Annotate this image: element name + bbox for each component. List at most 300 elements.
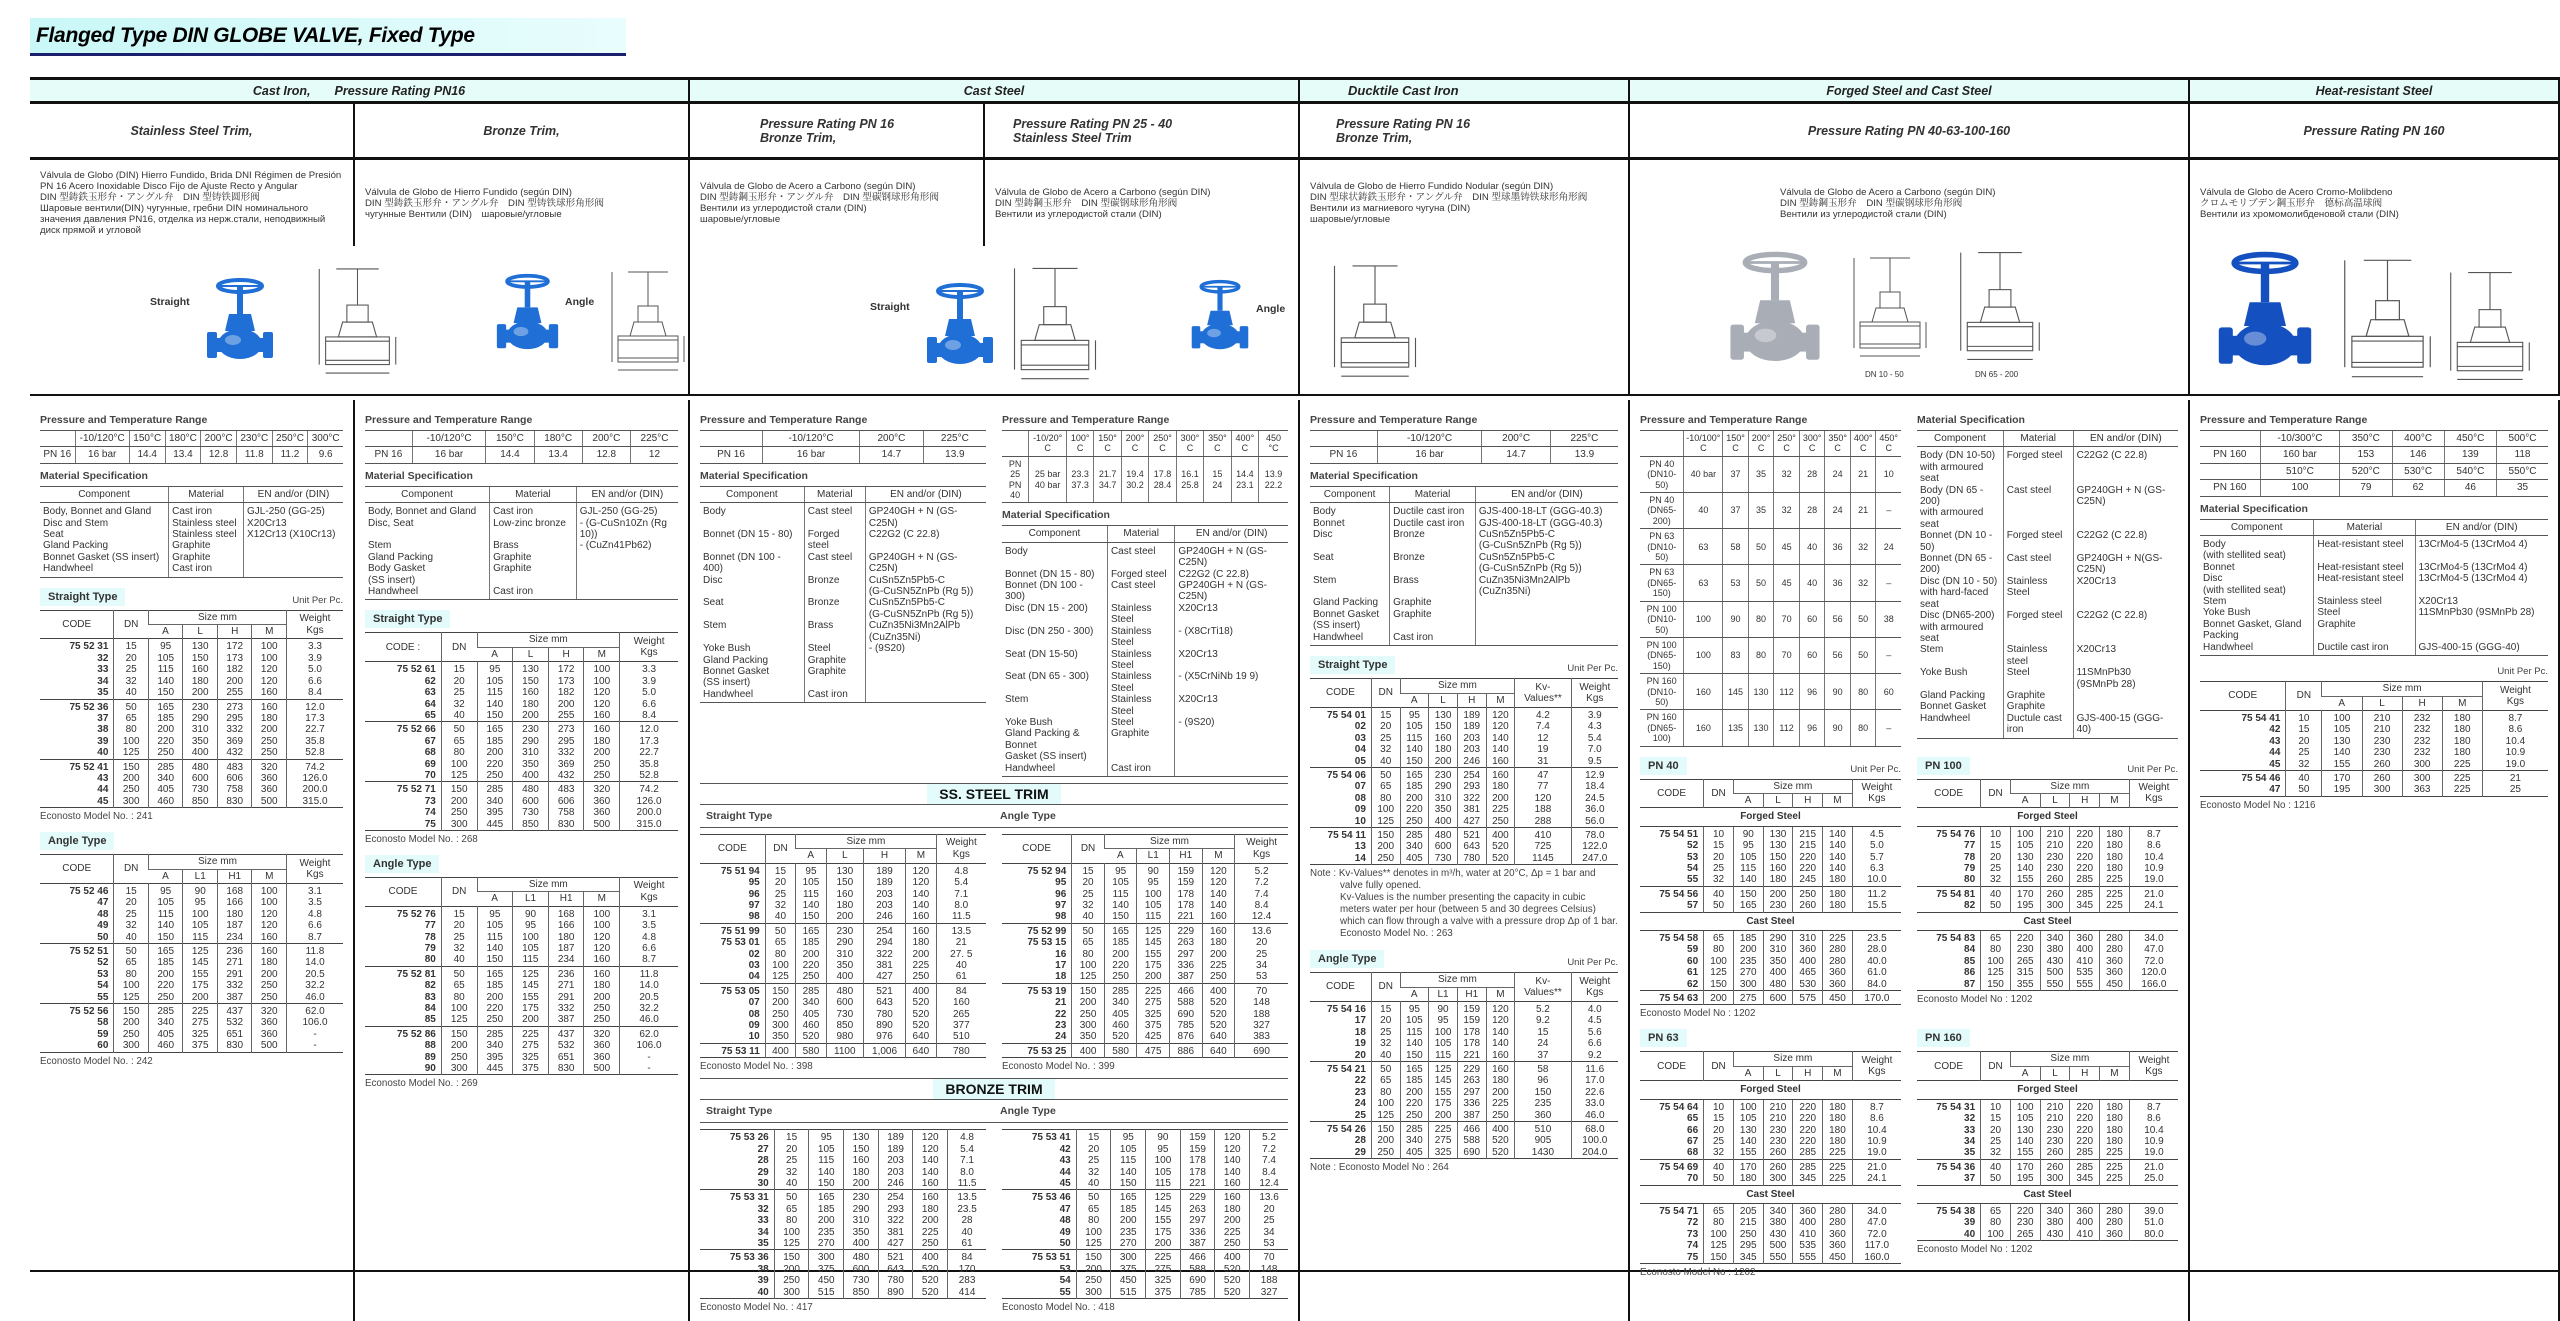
- product-code: 88: [424, 1040, 436, 1052]
- table-cell: 200°C: [582, 431, 630, 447]
- product-code: 39: [757, 1275, 769, 1287]
- product-code: 43: [1059, 1155, 1071, 1167]
- table-cell: X12Cr13 (X10Cr13): [244, 529, 343, 540]
- table-cell: 90: [183, 883, 218, 897]
- table-cell: 215: [1793, 840, 1823, 851]
- table-cell: 150: [1400, 756, 1429, 768]
- table-cell: 24.1: [2129, 900, 2178, 912]
- angle-label: Angle: [565, 296, 595, 308]
- table-cell: X20Cr13: [244, 518, 343, 529]
- table-cell: 125: [513, 966, 549, 980]
- table-cell: 293: [878, 1204, 913, 1215]
- description-line: шаровые/угловые: [700, 214, 781, 225]
- table-cell: 62.0: [620, 1026, 678, 1040]
- table-row: [1917, 979, 2178, 991]
- table-row: [365, 1003, 678, 1014]
- product-code: 24: [1354, 1098, 1366, 1110]
- table-heading-row: [1310, 950, 1618, 968]
- table-cell: 155: [513, 992, 549, 1003]
- table-cell: 140: [1823, 826, 1853, 840]
- table-cell: CuSn5Zn5Pb5-C (G-CuSN5ZnPb (Rg 5)): [865, 597, 986, 620]
- header-cast-iron-rating: Pressure Rating PN16: [334, 83, 466, 98]
- table-header: [365, 633, 678, 662]
- table-cell: 360: [2100, 956, 2130, 967]
- table-cell: 95: [1111, 1130, 1146, 1144]
- table-cell: 210: [2040, 1113, 2070, 1124]
- dimension-header: M: [584, 892, 620, 906]
- product-code: 75: [1687, 1251, 1699, 1263]
- table-heading-row: [1640, 757, 1901, 775]
- table-cell: 100: [2322, 710, 2362, 724]
- table-cell: 225: [906, 960, 936, 971]
- table-cell: 225: [1823, 1147, 1853, 1159]
- table-cell: 11SMnPb30 (9SMnPb 28): [2415, 607, 2548, 618]
- table-cell: 225: [183, 1004, 218, 1018]
- table-cell: 32: [1371, 1038, 1400, 1049]
- table-row: [1917, 690, 2178, 701]
- table-row: [1310, 552, 1618, 575]
- table-cell: 25: [114, 909, 149, 920]
- table-cell: 172: [217, 639, 252, 653]
- product-code: 54: [1059, 1275, 1071, 1287]
- table-cell: 120: [584, 943, 620, 954]
- table-cell: 105: [2010, 1113, 2040, 1124]
- table-cell: [2200, 431, 2260, 447]
- table-cell: X20Cr13: [2073, 644, 2178, 667]
- table-cell: 19.4 30.2: [1121, 456, 1148, 503]
- table-cell: Graphite: [169, 552, 244, 563]
- table-cell: 3.9: [1571, 707, 1618, 721]
- table-cell: 360: [1823, 1229, 1853, 1240]
- table-row: [1310, 721, 1618, 732]
- table-cell: 120: [584, 932, 620, 943]
- table-cell: 310: [844, 1215, 879, 1226]
- table-cell: 230: [2040, 1125, 2070, 1136]
- product-code: 54: [97, 980, 109, 992]
- product-code: 64: [424, 698, 436, 710]
- table-cell: 65: [1371, 1075, 1400, 1086]
- table-cell: Handwheel: [2200, 642, 2314, 656]
- table-cell: 250: [114, 1029, 149, 1040]
- table-cell: 13.5: [948, 1190, 986, 1204]
- product-code: 16: [1055, 948, 1067, 960]
- table-cell: 21.0: [1852, 1159, 1901, 1173]
- table-cell: 32: [441, 943, 477, 954]
- material-specification-table: [1917, 430, 2178, 739]
- table-cell: 23.5: [1852, 931, 1901, 945]
- pressure-temperature-table: [700, 430, 986, 464]
- table-cell: 178: [1457, 1027, 1486, 1038]
- table-cell: 20: [1235, 937, 1288, 948]
- table-row: [1917, 667, 2178, 690]
- table-cell: 53: [1723, 565, 1749, 601]
- table-cell: 50: [114, 944, 149, 958]
- table-row: [1002, 1031, 1288, 1043]
- table-cell: 200: [183, 992, 218, 1004]
- dimension-table: [2200, 681, 2548, 797]
- table-row: [40, 529, 343, 540]
- table-cell: 10.4: [2129, 852, 2178, 863]
- table-cell: 200: [1486, 1087, 1515, 1098]
- row-group: [1310, 827, 1618, 864]
- table-cell: 275: [1137, 997, 1170, 1008]
- description-2: [355, 160, 690, 246]
- table-cell: 15: [765, 863, 795, 877]
- trim-banner-title: BRONZE TRIM: [933, 1079, 1054, 1099]
- table-cell: 12.0: [620, 722, 678, 736]
- table-cell: 130: [1748, 674, 1774, 710]
- table-row: [1310, 744, 1618, 755]
- table-cell: 90: [1137, 863, 1170, 877]
- table-cell: Body: [1313, 506, 1336, 518]
- table-cell: 350: [844, 1227, 879, 1238]
- table-row: [1917, 1203, 2178, 1217]
- size-header: Size mm: [148, 610, 286, 624]
- header-ductile: [1300, 80, 1630, 104]
- description-line: DIN 型鋳鉄玉形弁・アングル弁 DIN 型铸铁球形角形阀: [365, 197, 604, 209]
- table-cell: [40, 431, 75, 447]
- table-cell: Bonnet Gasket, Gland Packing: [2203, 618, 2302, 642]
- table-cell: 20.5: [620, 992, 678, 1003]
- table-row: [1640, 852, 1901, 863]
- table-cell: 15: [1704, 1113, 1734, 1124]
- table-cell: Brass: [1390, 575, 1476, 598]
- table-cell: 250: [1076, 1275, 1111, 1286]
- table-row: [40, 503, 343, 518]
- table-row: [700, 655, 986, 666]
- table-cell: 387: [1457, 1110, 1486, 1122]
- table-cell: 4.2: [1515, 707, 1571, 721]
- table-row: [700, 503, 986, 529]
- table-cell: 643: [1457, 841, 1486, 852]
- dimension-header: A: [477, 892, 513, 906]
- product-code: 75 54 63: [1659, 993, 1699, 1005]
- table-cell: 172: [548, 662, 584, 676]
- table-row: [1640, 1159, 1901, 1173]
- row-group: [1002, 923, 1288, 983]
- table-cell: 15: [1981, 1113, 2011, 1124]
- table-cell: 160 bar: [2260, 447, 2340, 463]
- row-group: [40, 699, 343, 759]
- product-code: 74: [424, 807, 436, 819]
- table-cell: Heat-resistant steel: [2314, 536, 2415, 562]
- table-cell: 230: [1763, 1136, 1793, 1147]
- dn-header: DN: [1981, 1052, 2011, 1081]
- table-row: [1002, 1238, 1288, 1250]
- table-cell: 450 °C: [1259, 431, 1288, 457]
- row-group: [1640, 1099, 1901, 1159]
- table-cell: Stainless steel: [2314, 596, 2415, 607]
- table-cell: X20Cr13: [1175, 649, 1288, 672]
- table-cell: 50: [1704, 900, 1734, 912]
- group-label: Cast Steel: [1640, 1185, 1901, 1203]
- table-cell: 115: [513, 954, 549, 966]
- product-code: 43: [97, 772, 109, 784]
- table-cell: 410: [2070, 1229, 2100, 1241]
- table-row: [1917, 644, 2178, 667]
- table-row: [700, 575, 986, 598]
- table-row: [1310, 1110, 1618, 1122]
- table-cell: 250: [1400, 816, 1429, 828]
- table-cell: 785: [1180, 1287, 1215, 1299]
- table-cell: 15: [1515, 1027, 1571, 1038]
- table-cell: 230: [2010, 944, 2040, 955]
- table-cell: 180: [1733, 1173, 1763, 1185]
- table-cell: 850: [513, 819, 549, 831]
- description-line: DIN 型鋳鋼玉形弁 DIN 型碳钢球形角形阀: [995, 197, 1178, 209]
- table-row: [1310, 707, 1618, 721]
- table-cell: 95: [1104, 863, 1137, 877]
- table-cell: 876: [1170, 1031, 1203, 1043]
- panel-cast-steel: [690, 400, 1300, 1321]
- table-cell: 340: [2040, 1203, 2070, 1217]
- table-cell: 830: [217, 796, 252, 808]
- product-code: 75 53 05: [720, 985, 760, 997]
- table-cell: 10.4: [1852, 1125, 1901, 1136]
- table-cell: 40: [1981, 886, 2011, 900]
- table-cell: 65: [114, 713, 149, 724]
- table-cell: 220: [2010, 1203, 2040, 1217]
- table-cell: 520: [906, 997, 936, 1008]
- product-code: 79: [424, 943, 436, 954]
- table-row: [1002, 971, 1288, 983]
- table-row: [1640, 1147, 1901, 1159]
- table-row: [1917, 1147, 2178, 1159]
- product-code: 21: [1055, 997, 1067, 1009]
- table-cell: 200: [1733, 944, 1763, 955]
- table-row: [40, 736, 343, 747]
- dn-small-label: DN 10 - 50: [1865, 370, 1904, 379]
- table-cell: 80: [114, 969, 149, 980]
- model-number: Econosto Model No. : 269: [365, 1078, 478, 1090]
- table-row: [700, 1130, 986, 1144]
- dn-header: DN: [1704, 1052, 1734, 1081]
- table-title: PN 40: [1640, 757, 1687, 775]
- table-cell: 130: [2010, 1125, 2040, 1136]
- table-cell: 200: [441, 1040, 477, 1051]
- product-code: 75 52 66: [396, 724, 436, 736]
- table-cell: 200: [809, 1215, 844, 1226]
- table-cell: Disc (DN 10 - 50) with hard-faced seat: [1920, 575, 1998, 610]
- table-cell: 180: [1486, 1075, 1515, 1086]
- table-cell: 105: [1104, 877, 1137, 888]
- table-row: [365, 782, 678, 796]
- table-row: [1640, 529, 1901, 565]
- table-cell: 310: [183, 724, 218, 735]
- product-code: 20: [1354, 1049, 1366, 1061]
- table-cell: 173: [217, 653, 252, 664]
- table-heading-row: [1310, 656, 1618, 674]
- table-cell: 140: [2010, 863, 2040, 874]
- table-cell: 40: [774, 1178, 809, 1190]
- table-cell: 84: [936, 983, 986, 997]
- table-header-row: [1310, 973, 1618, 987]
- table-row: [40, 957, 343, 968]
- table-cell: 758: [548, 807, 584, 818]
- table-cell: 9.2: [1571, 1050, 1618, 1062]
- table-cell: 100: [765, 960, 795, 971]
- table-cell: 360: [252, 773, 287, 784]
- table-header: [1917, 779, 2178, 808]
- table-cell: 84.0: [1852, 979, 1901, 991]
- table-cell: [244, 552, 343, 563]
- table-cell: 200: [1146, 1238, 1181, 1250]
- dimension-header: L: [826, 849, 863, 863]
- table-row: [1002, 728, 1288, 762]
- table-cell: 520: [906, 1020, 936, 1031]
- table-cell: 15: [441, 662, 477, 676]
- table-cell: 95: [1137, 877, 1170, 888]
- table-row: [1917, 530, 2178, 553]
- table-cell: 280: [2100, 1203, 2130, 1217]
- table-cell: Stainless Steel: [1107, 694, 1174, 717]
- table-cell: 83: [1723, 637, 1749, 673]
- table-cell: 100: [1684, 601, 1723, 637]
- product-code: 32: [1964, 1113, 1976, 1125]
- table-cell: 130: [2010, 852, 2040, 863]
- table-header-row: [700, 834, 986, 848]
- product-code: 75 53 15: [1027, 937, 1067, 949]
- table-cell: 10: [1981, 826, 2011, 840]
- table-cell: 15: [774, 1130, 809, 1144]
- table-cell: 232: [2402, 747, 2442, 758]
- pressure-temperature-title: Pressure and Temperature Range: [365, 414, 533, 426]
- table-cell: 65: [1076, 1204, 1111, 1215]
- table-row: [2200, 573, 2548, 596]
- table-cell: 80: [441, 747, 477, 758]
- table-cell: Stem: [1920, 644, 1944, 656]
- table-cell: 254: [1457, 767, 1486, 781]
- table-cell: 340: [2040, 931, 2070, 945]
- weight-header: Weight Kgs: [936, 834, 986, 863]
- table-cell: 65: [1371, 781, 1400, 792]
- table-cell: Stainless Steel: [2003, 576, 2073, 610]
- product-code: 75: [424, 818, 436, 830]
- group-label-row: [1640, 1081, 1901, 1099]
- description-line: чугунные Вентили (DIN) шаровые/угловые: [365, 208, 562, 220]
- table-row: [700, 1031, 986, 1043]
- table-row: [700, 863, 986, 877]
- table-cell: 225: [1823, 1159, 1853, 1173]
- catalog-tables: [30, 400, 2560, 1313]
- table-cell: X20Cr13: [1175, 603, 1288, 626]
- table-cell: 40: [441, 954, 477, 966]
- column-header: Component: [1002, 526, 1107, 542]
- table-row: [365, 662, 678, 676]
- table-cell: 375: [809, 1264, 844, 1275]
- table-cell: 150: [1515, 1087, 1571, 1098]
- header-cast-steel-label: Cast Steel: [963, 83, 1025, 98]
- table-cell: Stainless Steel: [1107, 649, 1174, 672]
- table-row: [1917, 1113, 2178, 1124]
- table-cell: 22.7: [620, 747, 678, 758]
- table-cell: 10.4: [2482, 736, 2548, 747]
- table-cell: 63: [1684, 565, 1723, 601]
- product-code: 78: [424, 931, 436, 943]
- table-cell: 465: [1793, 967, 1823, 978]
- table-cell: 37: [1723, 493, 1749, 529]
- table-cell: 165: [1104, 923, 1137, 937]
- table-cell: 178: [1180, 1155, 1215, 1166]
- product-code: 84: [424, 1003, 436, 1015]
- table-cell: 350°C: [2340, 431, 2392, 447]
- table-cell: 260: [2040, 1147, 2070, 1159]
- table-cell: 150: [148, 932, 183, 944]
- table-cell: 427: [1457, 816, 1486, 828]
- straight-valve-image: [925, 281, 995, 381]
- dn-header: DN: [765, 834, 795, 863]
- table-cell: 690: [1180, 1275, 1215, 1286]
- table-cell: 120: [913, 1130, 948, 1144]
- table-row: [700, 983, 986, 997]
- subheader-text: Pressure Rating PN 16: [1336, 116, 1471, 131]
- table-cell: 200.0: [620, 807, 678, 818]
- table-header-row: [1310, 486, 1618, 502]
- product-code: 03: [1354, 732, 1366, 744]
- table-cell: 70: [1774, 637, 1800, 673]
- table-cell: 120: [252, 676, 287, 687]
- table-row: [1640, 1125, 1901, 1136]
- weight-header: Weight Kgs: [620, 877, 678, 906]
- table-cell: 15: [1981, 840, 2011, 851]
- table-cell: 3.5: [620, 920, 678, 931]
- table-cell: 100: [1429, 1027, 1458, 1038]
- table-cell: 322: [1457, 793, 1486, 804]
- dimension-header: A: [2322, 696, 2362, 710]
- table-cell: Gland Packing & Bonnet Gasket (SS insert): [1005, 728, 1087, 763]
- table-cell: 50: [1704, 1173, 1734, 1185]
- table-cell: 200°C: [860, 431, 924, 447]
- table-cell: 200: [826, 911, 863, 923]
- table-cell: 250: [252, 992, 287, 1004]
- table-cell: 115: [477, 932, 513, 943]
- table-row: [2200, 447, 2548, 463]
- table-row: [1640, 967, 1901, 978]
- table-row: [700, 666, 986, 689]
- table-cell: 520: [1486, 1135, 1515, 1146]
- table-cell: 100: [1137, 889, 1170, 900]
- table-cell: 140: [1733, 1136, 1763, 1147]
- table-cell: 180: [252, 957, 287, 968]
- table-cell: 32: [1704, 874, 1734, 886]
- table-cell: Steel: [2314, 607, 2415, 618]
- table-cell: 72.0: [1852, 1229, 1901, 1240]
- table-cell: 96: [1799, 674, 1825, 710]
- table-cell: 200.0: [287, 784, 344, 795]
- product-code: 57: [1687, 900, 1699, 912]
- table-cell: Stem: [1005, 694, 1029, 706]
- table-cell: 50: [1371, 767, 1400, 781]
- weight-header: Weight Kgs: [287, 610, 344, 639]
- code-header: CODE: [1934, 787, 1964, 799]
- table-cell: 400: [1072, 1043, 1105, 1057]
- table-cell: 28: [1799, 493, 1825, 529]
- column-row: [700, 408, 1288, 777]
- table-cell: Brass: [490, 540, 577, 551]
- table-cell: Stem: [368, 540, 392, 552]
- table-cell: Disc, Seat: [368, 517, 414, 529]
- table-cell: 180: [1823, 874, 1853, 886]
- table-row: [700, 1204, 986, 1215]
- table-cell: 225: [2100, 900, 2130, 912]
- row-group: [1310, 767, 1618, 827]
- table-cell: 40: [1371, 756, 1400, 768]
- table-cell: 230: [2040, 1136, 2070, 1147]
- table-cell: 6.6: [287, 676, 344, 687]
- table-cell: 159: [1170, 877, 1203, 888]
- table-cell: 230: [1763, 900, 1793, 912]
- product-code: 75 54 71: [1659, 1205, 1699, 1217]
